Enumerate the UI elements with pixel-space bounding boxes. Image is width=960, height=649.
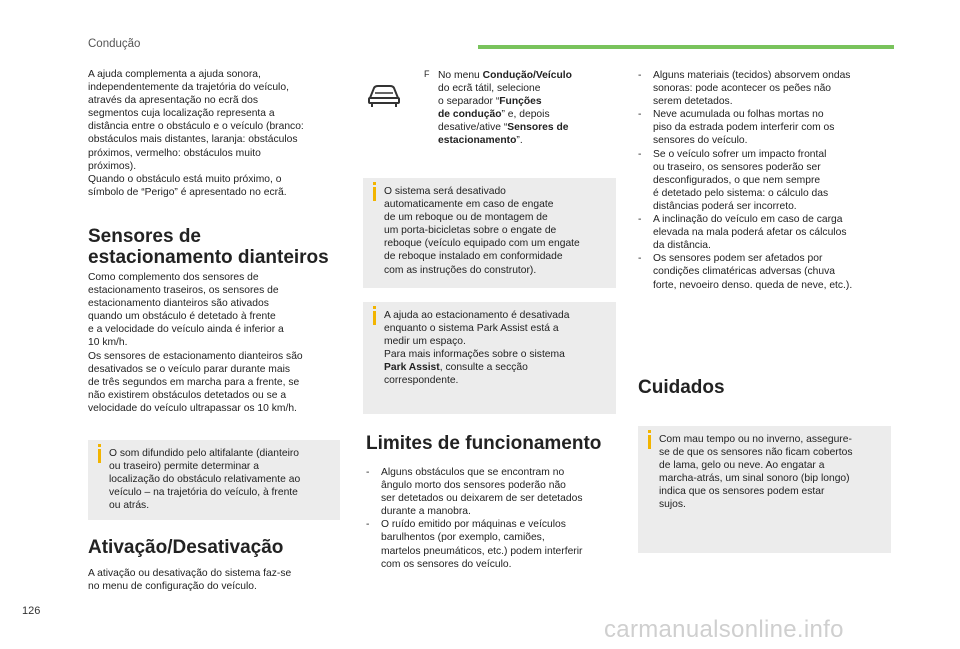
column-1	[88, 68, 348, 199]
care-heading: Cuidados	[638, 377, 725, 398]
list-item: - Os sensores podem ser afetados por condições climatéricas adversas (chuva forte, nevoeiro denso. queda de neve, etc.).	[638, 252, 898, 291]
list-item: - Alguns obstáculos que se encontram no ângulo morto dos sensores poderão não ser detetados ou deixarem de ser detetados durante a manobra.	[366, 466, 618, 518]
list-item: - Alguns materiais (tecidos) absorvem ondas sonoras: pode acontecer os peões não serem detetados.	[638, 69, 898, 108]
limits-list	[366, 466, 618, 571]
info-icon	[648, 430, 652, 433]
front-sensors-text: Como complemento dos sensores de estacionamento traseiros, os sensores de estacionamento dianteiros são ativados quando um obstáculo é detetado à frente e a velocidade do veículo ainda é inferior a 10 km/h. Os sensores de estacionamento dianteiros são desativados se o veículo parar durante mais de três segundos em marcha para a frente, se não existirem obstáculos detetados ou se a velocidade do veículo ultrapassar os 10 km/h.	[88, 272, 303, 414]
list-item: - O ruído emitido por máquinas e veículos barulhentos (por exemplo, camiões, martelos pneumáticos, etc.) podem interferir com os sensores do veículo.	[366, 518, 618, 570]
list-item: - Neve acumulada ou folhas mortas no piso da estrada podem interferir com os sensores do veículo.	[638, 108, 898, 147]
list-item: - Se o veículo sofrer um impacto frontal ou traseiro, os sensores poderão ser desconfigurados, o que nem sempre é detetado pelo sistema: o cálculo das distâncias poderá ser incorreto.	[638, 148, 898, 213]
info-box-care: Com mau tempo ou no inverno, assegure- se de que os sensores não ficam cobertos de lama, gelo ou neve. Ao engatar a marcha-atrás, um sinal sonoro (bip longo) indica que os sensores podem estar sujos.	[638, 426, 891, 553]
info-box-sound: O som difundido pelo altifalante (dianteiro ou traseiro) permite determinar a localização do obstáculo relativamente ao veículo – na trajetória do veículo, à frente ou atrás.	[88, 440, 340, 520]
section-header: Condução	[88, 38, 141, 50]
list-item: - A inclinação do veículo em caso de carga elevada na mala poderá afetar os cálculos da distância.	[638, 213, 898, 252]
header-accent-bar	[478, 45, 894, 49]
info-icon	[98, 444, 102, 447]
info-box-park-assist: A ajuda ao estacionamento é desativada enquanto o sistema Park Assist está a medir um espaço. Para mais informações sobre o sistema Park Assist, consulte a secção correspondente.	[363, 302, 616, 414]
watermark: carmanualsonline.info	[604, 616, 844, 643]
info-box-towing: O sistema será desativado automaticamente em caso de engate de um reboque ou de montagem de um porta-bicicletas sobre o engate de reboque (veículo equipado com um engate de reboque instalado em conformidade com as instruções do construtor).	[363, 178, 616, 288]
arrow-bullet-icon: F	[424, 69, 430, 79]
info-icon	[373, 182, 377, 185]
menu-instruction: F No menu Condução/Veículo do ecrã tátil, selecione o separador “Funções de condução” e, depois desative/ative “Sensores de estacionamento”.	[424, 69, 572, 147]
intro-text: A ajuda complementa a ajuda sonora, independentemente da trajetória do veículo, através da apresentação no ecrã dos segmentos cuja localização representa a distância entre o obstáculo e o veículo (branco: obstáculos mais distantes, laranja: obstáculos próximos, vermelho: obstáculos muito próximos). Quando o obstáculo está muito próximo, o símbolo de “Perigo” é apresentado no ecrã.	[88, 69, 304, 198]
limits-heading: Limites de funcionamento	[366, 433, 602, 454]
page-number: 126	[22, 605, 41, 617]
activation-heading: Ativação/Desativação	[88, 537, 284, 558]
front-sensors-heading: Sensores de estacionamento dianteiros	[88, 226, 329, 268]
limitations-list	[638, 69, 898, 292]
info-icon	[373, 306, 377, 309]
car-icon	[366, 80, 406, 110]
activation-text: A ativação ou desativação do sistema faz-se no menu de configuração do veículo.	[88, 568, 292, 593]
